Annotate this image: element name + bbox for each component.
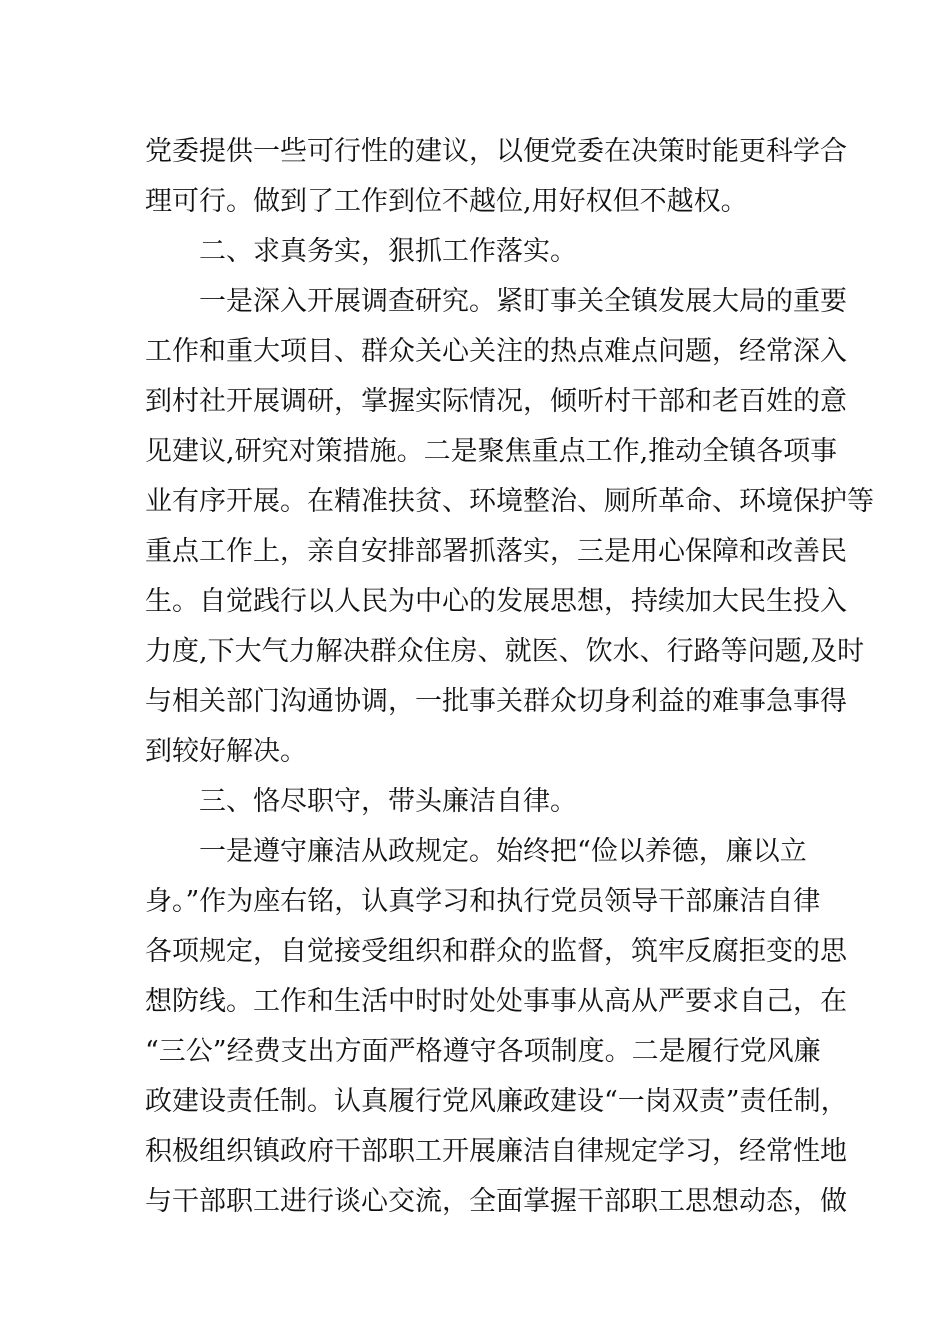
text-line: 与干部职工进行谈心交流，全面掌握干部职工思想动态，做 [145, 1186, 847, 1217]
text-line: 到较好解决。 [145, 736, 307, 767]
text-line: 与相关部门沟通协调，一批事关群众切身利益的难事急事得 [145, 686, 847, 717]
text-line: 一是遵守廉洁从政规定。始终把“俭以养德，廉以立 [199, 836, 807, 867]
text-line: 工作和重大项目、群众关心关注的热点难点问题，经常深入 [145, 336, 847, 367]
text-line: 见建议,研究对策措施。二是聚焦重点工作,推动全镇各项事 [145, 436, 838, 467]
document-body [145, 127, 874, 1227]
text-line: 到村社开展调研，掌握实际情况，倾听村干部和老百姓的意 [145, 386, 847, 417]
text-line: 力度,下大气力解决群众住房、就医、饮水、行路等问题,及时 [145, 636, 865, 667]
text-line: “三公”经费支出方面严格遵守各项制度。二是履行党风廉 [145, 1036, 821, 1067]
text-line: 理可行。做到了工作到位不越位,用好权但不越权。 [145, 186, 748, 217]
section-heading: 二、求真务实，狠抓工作落实。 [199, 236, 577, 267]
text-line: 想防线。工作和生活中时时处处事事从高从严要求自己，在 [145, 986, 847, 1017]
text-line: 身。”作为座右铭，认真学习和执行党员领导干部廉洁自律 [145, 886, 821, 917]
text-line: 政建设责任制。认真履行党风廉政建设“一岗双责”责任制， [145, 1086, 848, 1117]
text-line: 党委提供一些可行性的建议，以便党委在决策时能更科学合 [145, 136, 847, 167]
text-line: 各项规定，自觉接受组织和群众的监督，筑牢反腐拒变的思 [145, 936, 847, 967]
text-line: 业有序开展。在精准扶贫、环境整治、厕所革命、环境保护等 [145, 486, 874, 517]
text-line: 一是深入开展调查研究。紧盯事关全镇发展大局的重要 [199, 286, 847, 317]
text-line: 生。自觉践行以人民为中心的发展思想，持续加大民生投入 [145, 586, 847, 617]
section-heading: 三、恪尽职守，带头廉洁自律。 [199, 786, 577, 817]
text-line: 积极组织镇政府干部职工开展廉洁自律规定学习，经常性地 [145, 1136, 847, 1167]
text-line: 重点工作上，亲自安排部署抓落实，三是用心保障和改善民 [145, 536, 847, 567]
